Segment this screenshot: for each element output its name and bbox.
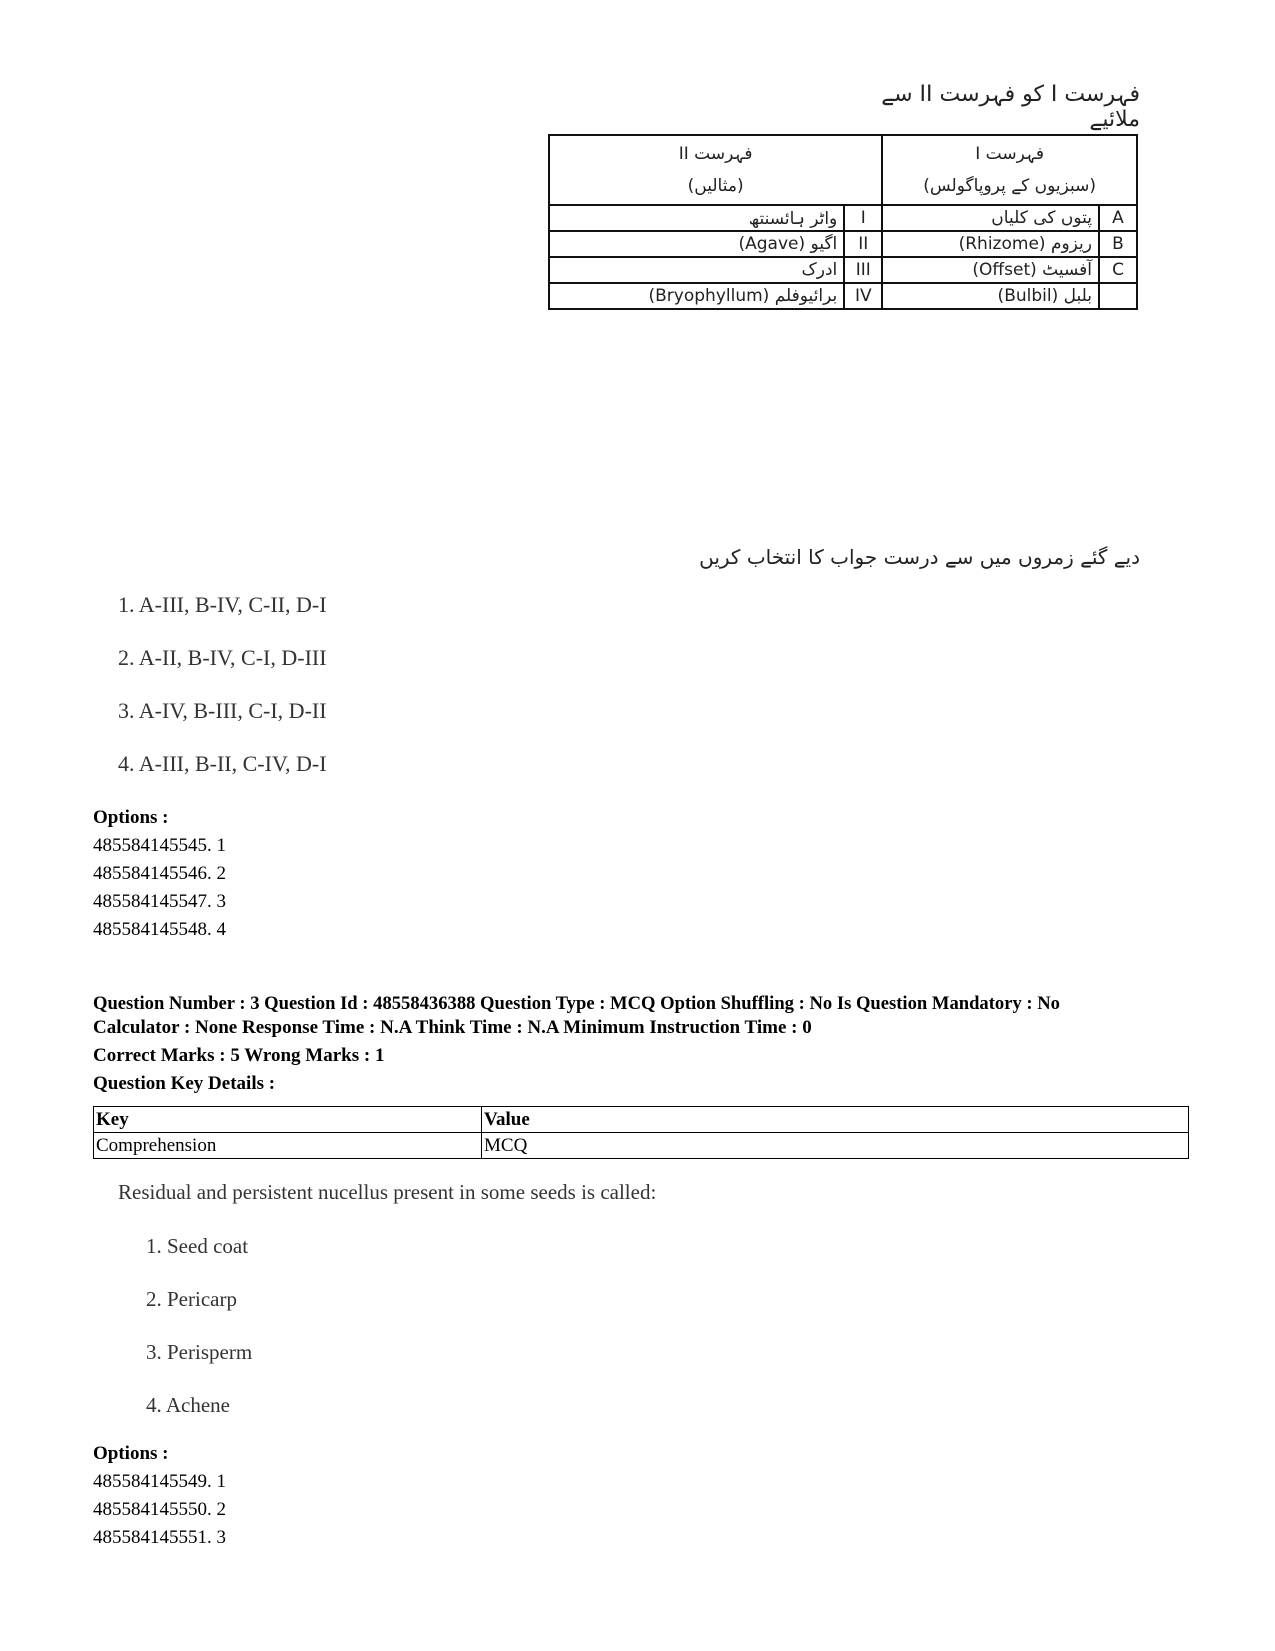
table-row: [549, 283, 1137, 309]
option-id: 485584145547. 3: [93, 891, 226, 912]
list2-item: برائیوفلم (Bryophyllum): [549, 283, 844, 309]
question-marks: Correct Marks : 5 Wrong Marks : 1: [93, 1045, 385, 1066]
list1-item: پتوں کی کلیاں: [882, 205, 1099, 231]
option-id: 485584145549. 1: [93, 1471, 226, 1492]
question-meta-line1: Question Number : 3 Question Id : 48558436388 Question Type : MCQ Option Shuffling : No Is Question Mandatory : No: [93, 993, 1060, 1014]
option-id: 485584145550. 2: [93, 1499, 226, 1520]
answer-choice-3: 3. Perisperm: [146, 1340, 253, 1364]
options-label: Options :: [93, 807, 169, 828]
question-meta-line2: Calculator : None Response Time : N.A Think Time : N.A Minimum Instruction Time : 0: [93, 1017, 812, 1038]
table-header-key: Key: [94, 1107, 482, 1133]
list1-subheader: (سبزیوں کے پروپاگولس): [923, 176, 1097, 196]
table-header-value: Value: [482, 1107, 1189, 1133]
answer-choice-4: 4. A-III, B-II, C-IV, D-I: [118, 751, 327, 776]
table-cell-value: MCQ: [482, 1133, 1189, 1159]
list2-item: اگیو (Agave): [549, 231, 844, 257]
list2-header: فہرست II: [678, 144, 753, 164]
list2-item: ادرک: [549, 257, 844, 283]
option-id: 485584145545. 1: [93, 835, 226, 856]
answer-choice-1: 1. Seed coat: [146, 1234, 249, 1258]
list1-item: بلبل (Bulbil): [882, 283, 1099, 309]
answer-choice-2: 2. Pericarp: [146, 1287, 237, 1311]
options-label: Options :: [93, 1443, 169, 1464]
key-details-label: Question Key Details :: [93, 1073, 276, 1094]
option-id: 485584145546. 2: [93, 863, 226, 884]
row-letter: B: [1099, 231, 1137, 257]
question-title: فہرست I کو فہرست II سے ملائیے: [881, 82, 1140, 132]
match-table: [548, 134, 1138, 310]
table-cell-key: Comprehension: [94, 1133, 482, 1159]
list2-header-cell: [549, 135, 882, 205]
row-letter: A: [1099, 205, 1137, 231]
table-header-row: [94, 1107, 1189, 1133]
list1-item: آفسیٹ (Offset): [882, 257, 1099, 283]
row-letter: C: [1099, 257, 1137, 283]
option-id: 485584145548. 4: [93, 919, 226, 940]
answer-choice-3: 3. A-IV, B-III, C-I, D-II: [118, 698, 327, 723]
answer-choice-2: 2. A-II, B-IV, C-I, D-III: [118, 645, 327, 670]
table-row: [549, 205, 1137, 231]
list1-header: فہرست I: [975, 144, 1045, 164]
list1-header-cell: [882, 135, 1137, 205]
option-id: 485584145551. 3: [93, 1527, 226, 1548]
table-row: [94, 1133, 1189, 1159]
key-details-table: [93, 1106, 1189, 1159]
table-row: [549, 257, 1137, 283]
list2-subheader: (مثالیں): [687, 176, 744, 196]
question-stem: Residual and persistent nucellus present in some seeds is called:: [118, 1180, 657, 1204]
table-row: [549, 231, 1137, 257]
row-letter: [1099, 283, 1137, 309]
answer-choice-4: 4. Achene: [146, 1393, 230, 1417]
answer-choice-1: 1. A-III, B-IV, C-II, D-I: [118, 592, 327, 617]
list1-item: ریزوم (Rhizome): [882, 231, 1099, 257]
row-roman: I: [844, 205, 882, 231]
row-roman: II: [844, 231, 882, 257]
list2-item: واٹر ہائسنتھ: [549, 205, 844, 231]
row-roman: IV: [844, 283, 882, 309]
question-instruction: دیے گئے زمروں میں سے درست جواب کا انتخاب کریں: [699, 545, 1140, 569]
row-roman: III: [844, 257, 882, 283]
